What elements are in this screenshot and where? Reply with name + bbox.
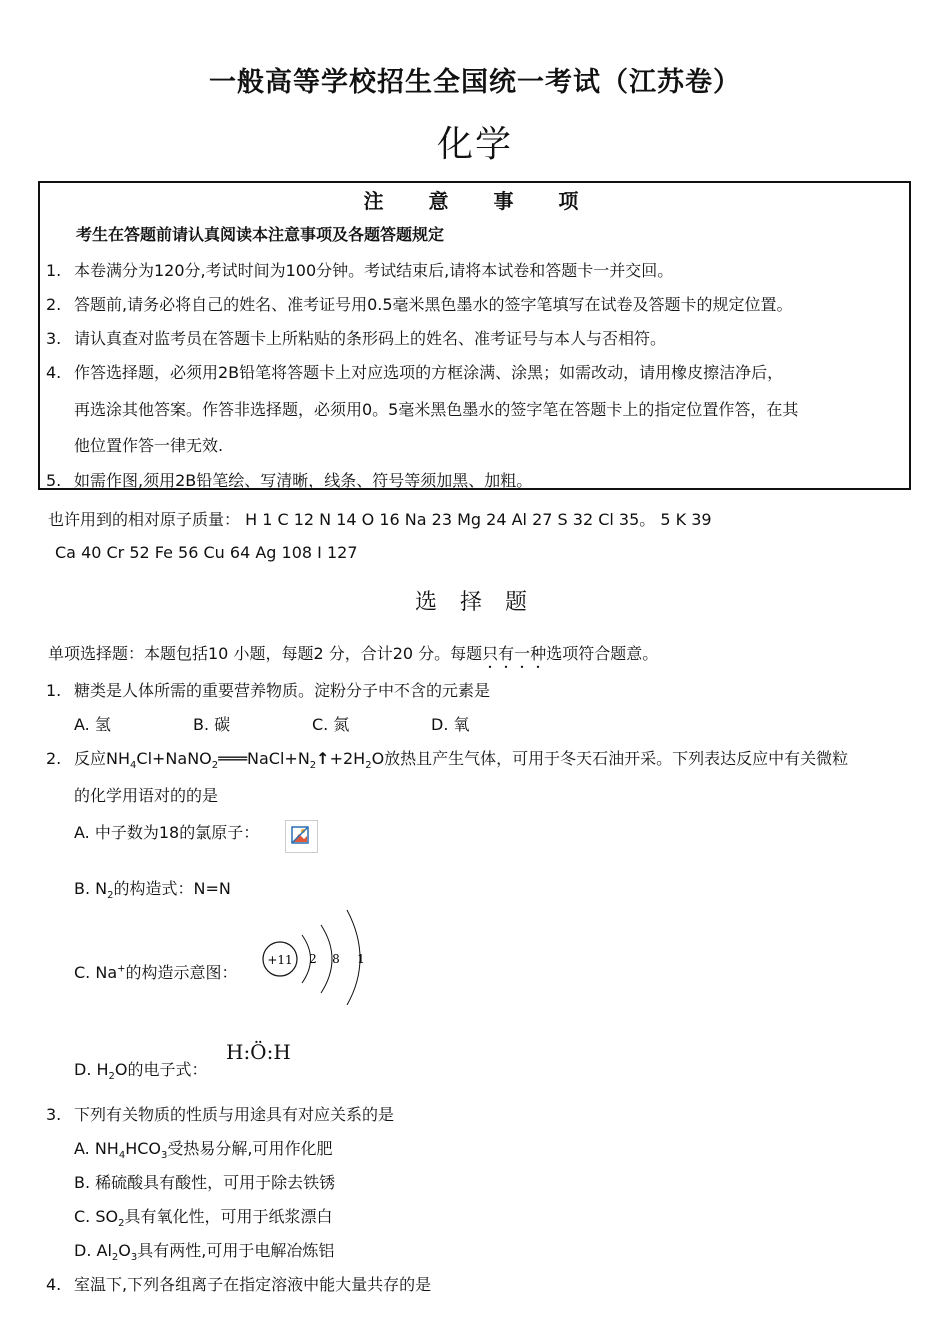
q3-option-c: C. $SO_2$具有氧化性，可用于纸浆漂白 [74,1207,333,1230]
notice-rule-4: 4. 作答选择题，必须用2B铅笔将答题卡上对应选项的方框涂满、涂黑；如需改动，请用橡皮擦洁净后， [46,363,784,382]
question-1-options [74,712,550,735]
subject-title: 化学 [436,124,513,165]
notice-rule-5: 5. 如需作图,须用2B铅笔绘、写清晰，线条、符号等须加黑、加粗。 [46,471,533,490]
broken-image-icon [285,820,318,853]
section-instruction: 单项选择题：本题包括10 小题，每题2 分，合计20 分。每题只有一种选项符合题意。 [48,644,659,663]
q2-option-a: A. 中子数为18的氯原子： [74,823,260,842]
q3-option-a: A. $NH_4HCO_3$受热易分解,可用作化肥 [74,1139,333,1162]
notice-rule-4-cont1: 再选涂其他答案。作答非选择题，必须用0。5毫米黑色墨水的签字笔在答题卡上的指定位置作答，在其 [74,400,799,419]
shell-count-2: 8 [332,952,340,966]
section-title: 选 择 题 [415,590,535,615]
q1-option-b: B. 碳 [193,715,231,734]
q1-option-c: C. 氮 [312,715,350,734]
notice-intro: 考生在答题前请认真阅读本注意事项及各题答题规定 [76,225,445,244]
q1-option-a: A. 氢 [74,715,111,734]
sodium-ion-diagram [255,905,375,1005]
question-2-stem-line2: 的化学用语对的的是 [74,786,219,805]
q2-option-c: C. Na+的构造示意图： [74,963,238,982]
notice-rule-4-cont2: 他位置作答一律无效. [74,436,224,455]
shell-count-3: 1 [357,952,365,966]
q2-option-b: B. $N_2$的构造式：N=N [74,879,231,902]
q3-option-d: D. $Al_2O_3$具有两性,可用于电解冶炼铝 [74,1241,335,1264]
exam-title: 一般高等学校招生全国统一考试（江苏卷） [209,67,741,98]
notice-rule-2: 2. 答题前,请务必将自己的姓名、准考证号用0.5毫米黑色墨水的签字笔填写在试卷及答题卡的规定位置。 [46,295,793,314]
question-3-stem: 3. 下列有关物质的性质与用途具有对应关系的是 [46,1105,395,1124]
notice-rule-1: 1. 本卷满分为120分,考试时间为100分钟。考试结束后,请将本试卷和答题卡一并交回。 [46,261,674,280]
q1-option-d: D. 氧 [431,715,470,734]
atomic-masses-line1: 也许用到的相对原子质量： H 1 C 12 N 14 O 16 Na 23 Mg 24 Al 27 S 32 Cl 35。 5 K 39 [48,510,712,529]
notice-heading: 注 意 事 项 [363,189,587,213]
q2-option-d: D. $H_2O$的电子式： [74,1060,208,1083]
atomic-masses-line2: Ca 40 Cr 52 Fe 56 Cu 64 Ag 108 I 127 [55,543,358,562]
electron-shell-2 [321,925,332,993]
q3-option-b: B. 稀硫酸具有酸性，可用于除去铁锈 [74,1173,336,1192]
question-2-stem: 2. 反应$NH_4Cl+NaNO_2═══NaCl+N_2↑+2H_2O$放热且产生气体，可用于冬天石油开采。下列表达反应中有关微粒 [46,749,849,772]
question-4-stem: 4. 室温下,下列各组离子在指定溶液中能大量共存的是 [46,1275,432,1294]
water-electron-formula: H:Ö:H [226,1040,291,1064]
question-1-stem: 1. 糖类是人体所需的重要营养物质。淀粉分子中不含的元素是 [46,681,491,700]
notice-rule-3: 3. 请认真查对监考员在答题卡上所粘贴的条形码上的姓名、准考证号与本人与否相符。 [46,329,667,348]
shell-count-1: 2 [309,952,317,966]
nucleus-charge: +11 [267,953,293,967]
